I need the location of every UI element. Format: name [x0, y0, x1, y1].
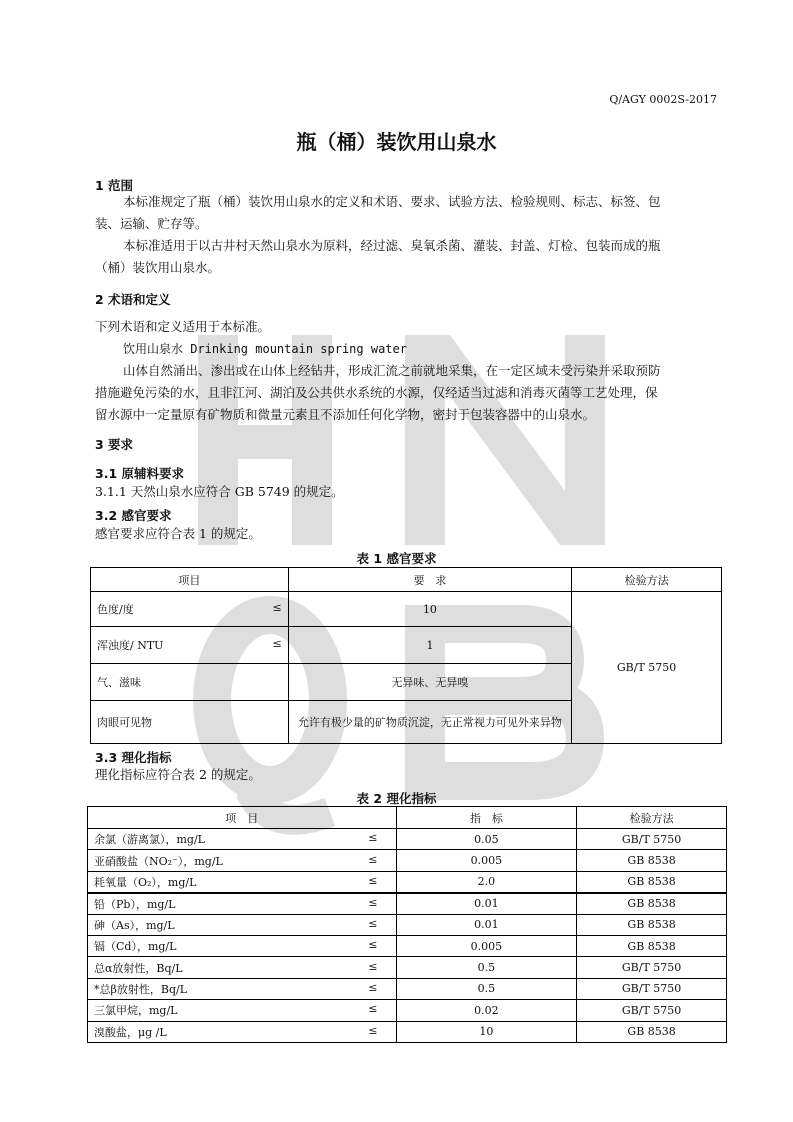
item: 肉眼可见物 [97, 716, 152, 729]
item: 铅（Pb），mg/L [94, 897, 176, 911]
value: 0.05 [396, 829, 577, 850]
op: ≤ [368, 895, 378, 909]
term-title: 饮用山泉水 Drinking mountain spring water [123, 342, 407, 356]
table1-caption: 表 1 感官要求 [356, 551, 437, 566]
paragraph: 本标准适用于以古井村天然山泉水为原料，经过滤、臭氧杀菌、灌装、封盖、灯检、包装而成的瓶 [123, 238, 661, 253]
table-row [91, 592, 722, 627]
column-header: 要 求 [288, 568, 572, 592]
table-row [88, 914, 727, 935]
op: ≤ [368, 1002, 378, 1016]
paragraph: 措施避免污染的水，且非江河、湖泊及公共供水系统的水源，仅经适当过滤和消毒灭菌等工艺处理，保 [95, 385, 658, 400]
table-row [88, 893, 727, 914]
item: 气、滋味 [97, 676, 141, 689]
requirement: 1 [288, 627, 572, 664]
table-row [88, 871, 727, 892]
table-row [88, 1000, 727, 1021]
op: ≤ [368, 980, 378, 994]
requirement: 允许有极少量的矿物质沉淀，无正常视力可见外来异物 [288, 701, 572, 744]
paragraph: （桶）装饮用山泉水。 [95, 260, 221, 275]
item: 色度/度 [97, 603, 134, 616]
value: 2.0 [396, 871, 577, 892]
section-1-heading: 1 范围 [95, 178, 134, 193]
item: 浑浊度/ NTU [97, 639, 164, 652]
method: GB 8538 [577, 935, 727, 956]
op: ≤ [368, 916, 378, 930]
value: 0.005 [396, 850, 577, 871]
table-physicochemical [87, 806, 727, 1043]
item: 砷（As），mg/L [94, 918, 175, 932]
method: GB/T 5750 [577, 957, 727, 978]
doc-code: Q/AGY 0002S-2017 [609, 93, 717, 106]
op: ≤ [368, 1023, 378, 1037]
paragraph: 感官要求应符合表 1 的规定。 [95, 526, 261, 541]
item: 三氯甲烷，mg/L [94, 1004, 178, 1018]
requirement: 无异味、无异嗅 [288, 664, 572, 701]
value: 0.5 [396, 957, 577, 978]
item: 余氯（游离氯），mg/L [94, 833, 205, 847]
op: ≤ [368, 873, 378, 887]
paragraph: 留水源中一定量原有矿物质和微量元素且不添加任何化学物，密封于包装容器中的山泉水。 [95, 407, 596, 422]
value: 0.005 [396, 935, 577, 956]
method: GB/T 5750 [577, 1000, 727, 1021]
value: 0.01 [396, 893, 577, 914]
item: *总β放射性，Bq/L [94, 982, 187, 996]
requirement: 10 [288, 592, 572, 627]
paragraph: 本标准规定了瓶（桶）装饮用山泉水的定义和术语、要求、试验方法、检验规则、标志、标签、包 [123, 194, 661, 209]
paragraph: 3.1.1 天然山泉水应符合 GB 5749 的规定。 [95, 484, 344, 499]
section-3-1-heading: 3.1 原辅料要求 [95, 466, 184, 481]
section-3-2-heading: 3.2 感官要求 [95, 508, 172, 523]
column-header: 指 标 [396, 807, 577, 829]
method: GB 8538 [577, 871, 727, 892]
item: 耗氧量（O₂），mg/L [94, 875, 197, 889]
method: GB/T 5750 [572, 592, 722, 744]
item: 溴酸盐，μg /L [94, 1025, 167, 1039]
op: ≤ [368, 959, 378, 973]
section-3-heading: 3 要求 [95, 437, 134, 452]
table2-caption: 表 2 理化指标 [356, 791, 437, 806]
table-row [88, 850, 727, 871]
method: GB 8538 [577, 850, 727, 871]
table-row [88, 829, 727, 850]
op: ≤ [272, 637, 282, 650]
op: ≤ [368, 831, 378, 845]
method: GB 8538 [577, 1021, 727, 1042]
op: ≤ [368, 938, 378, 952]
op: ≤ [368, 852, 378, 866]
paragraph: 下列术语和定义适用于本标准。 [95, 319, 271, 334]
item: 亚硝酸盐（NO₂⁻），mg/L [94, 854, 223, 868]
table-row [88, 978, 727, 999]
method: GB 8538 [577, 893, 727, 914]
paragraph: 山体自然涌出、渗出或在山体上经钻井，形成汇流之前就地采集，在一定区域未受污染并采取预防 [123, 363, 661, 378]
table-sensory [90, 567, 722, 744]
op: ≤ [272, 601, 282, 614]
table-row [88, 935, 727, 956]
paragraph: 理化指标应符合表 2 的规定。 [95, 767, 261, 782]
page-title: 瓶（桶）装饮用山泉水 [296, 130, 497, 154]
column-header: 检验方法 [572, 568, 722, 592]
section-2-heading: 2 术语和定义 [95, 292, 171, 307]
column-header: 项目 [91, 568, 289, 592]
method: GB/T 5750 [577, 978, 727, 999]
method: GB 8538 [577, 914, 727, 935]
item: 镉（Cd），mg/L [94, 940, 177, 954]
value: 0.5 [396, 978, 577, 999]
value: 0.02 [396, 1000, 577, 1021]
value: 10 [396, 1021, 577, 1042]
table-row [88, 1021, 727, 1042]
column-header: 项 目 [88, 807, 397, 829]
section-3-3-heading: 3.3 理化指标 [95, 750, 172, 765]
value: 0.01 [396, 914, 577, 935]
method: GB/T 5750 [577, 829, 727, 850]
column-header: 检验方法 [577, 807, 727, 829]
table-row [88, 957, 727, 978]
paragraph: 装、运输、贮存等。 [95, 216, 208, 231]
item: 总α放射性，Bq/L [94, 961, 183, 975]
